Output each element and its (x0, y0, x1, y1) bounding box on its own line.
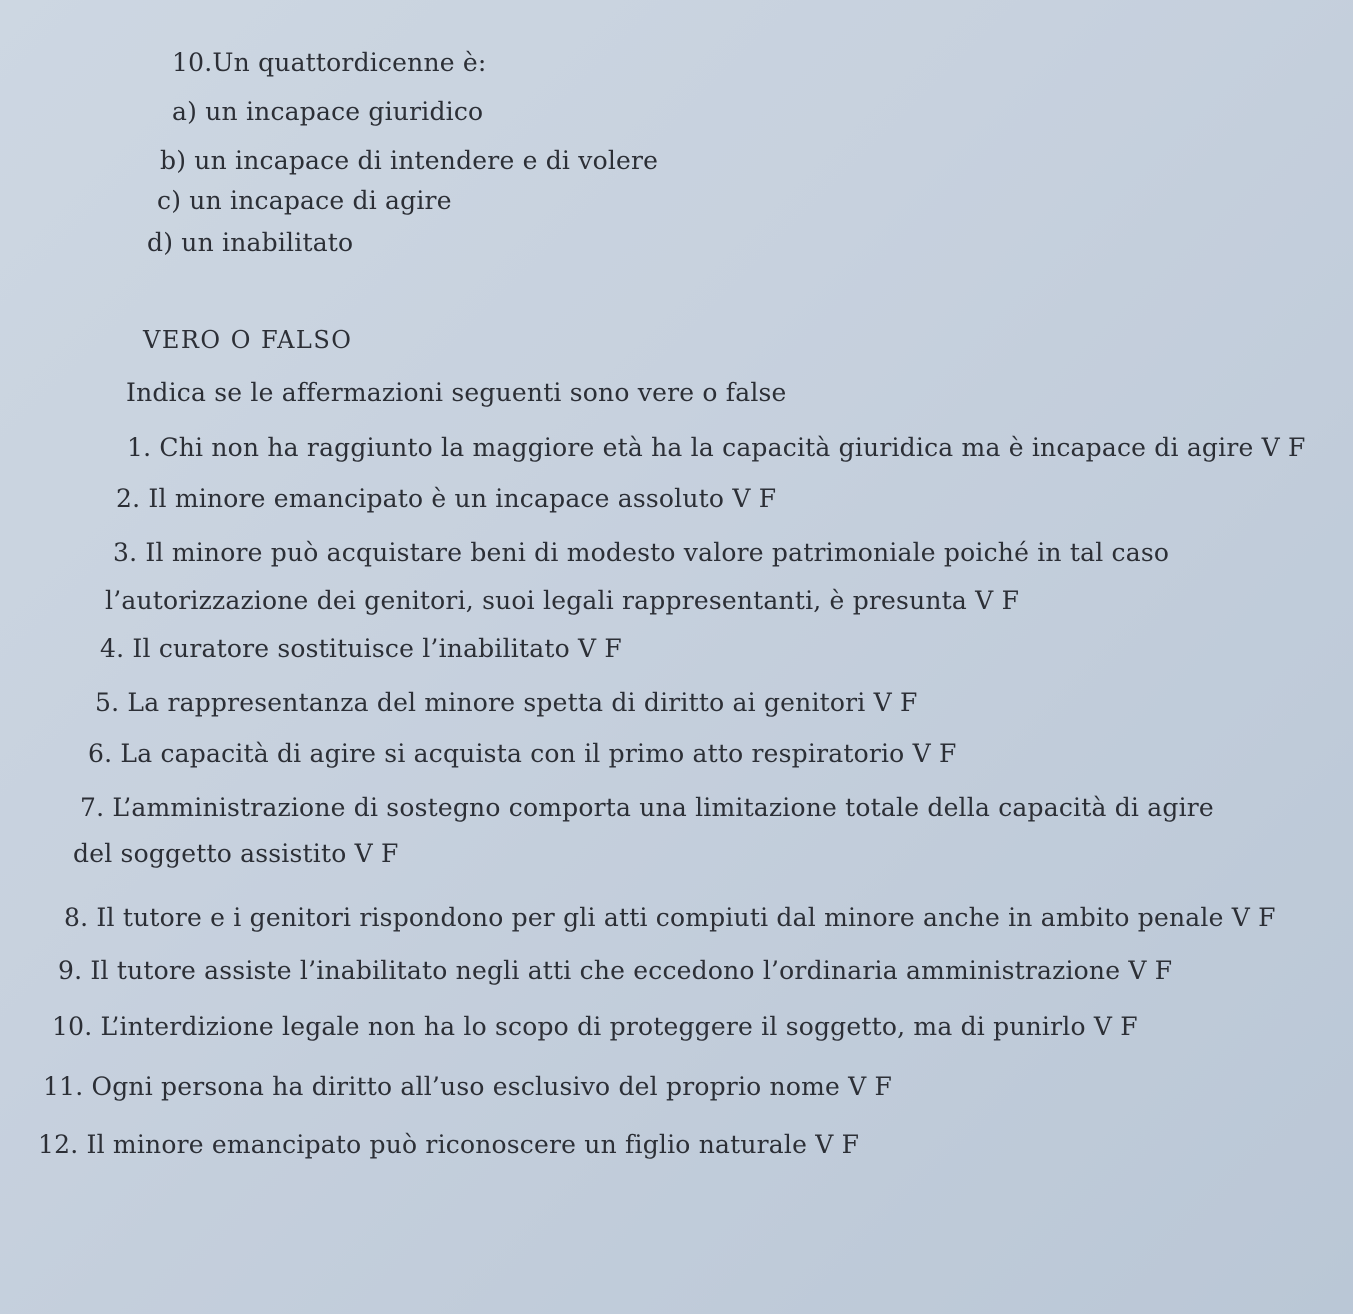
instruction-text: Indica se le affermazioni seguenti sono vere o false (126, 378, 787, 407)
question-title: 10.Un quattordicenne è: (172, 48, 487, 77)
statement-3-line-1: 3. Il minore può acquistare beni di modesto valore patrimoniale poiché in tal caso (113, 538, 1170, 567)
statement-1: 1. Chi non ha raggiunto la maggiore età ha la capacità giuridica ma è incapace di agire V F (127, 433, 1306, 462)
option-c: c) un incapace di agire (157, 186, 452, 215)
statement-4: 4. Il curatore sostituisce l’inabilitato V F (100, 634, 622, 663)
option-b: b) un incapace di intendere e di volere (160, 146, 659, 175)
statement-3-line-2: l’autorizzazione dei genitori, suoi legali rappresentanti, è presunta V F (105, 586, 1020, 615)
statement-12: 12. Il minore emancipato può riconoscere un figlio naturale V F (38, 1130, 860, 1159)
statement-6: 6. La capacità di agire si acquista con il primo atto respiratorio V F (88, 739, 957, 768)
statement-11: 11. Ogni persona ha diritto all’uso esclusivo del proprio nome V F (43, 1072, 893, 1101)
statement-7-line-1: 7. L’amministrazione di sostegno comporta una limitazione totale della capacità di agire (80, 793, 1214, 822)
statement-9: 9. Il tutore assiste l’inabilitato negli atti che eccedono l’ordinaria amministrazione V F (58, 956, 1173, 985)
section-heading: VERO O FALSO (143, 326, 353, 354)
option-d: d) un inabilitato (147, 228, 354, 257)
option-a: a) un incapace giuridico (172, 97, 484, 126)
statement-10: 10. L’interdizione legale non ha lo scopo di proteggere il soggetto, ma di punirlo V F (52, 1012, 1138, 1041)
statement-8: 8. Il tutore e i genitori rispondono per gli atti compiuti dal minore anche in ambito penale V F (64, 903, 1276, 932)
statement-5: 5. La rappresentanza del minore spetta di diritto ai genitori V F (95, 688, 918, 717)
statement-7-line-2: del soggetto assistito V F (73, 839, 399, 868)
statement-2: 2. Il minore emancipato è un incapace assoluto V F (116, 484, 777, 513)
